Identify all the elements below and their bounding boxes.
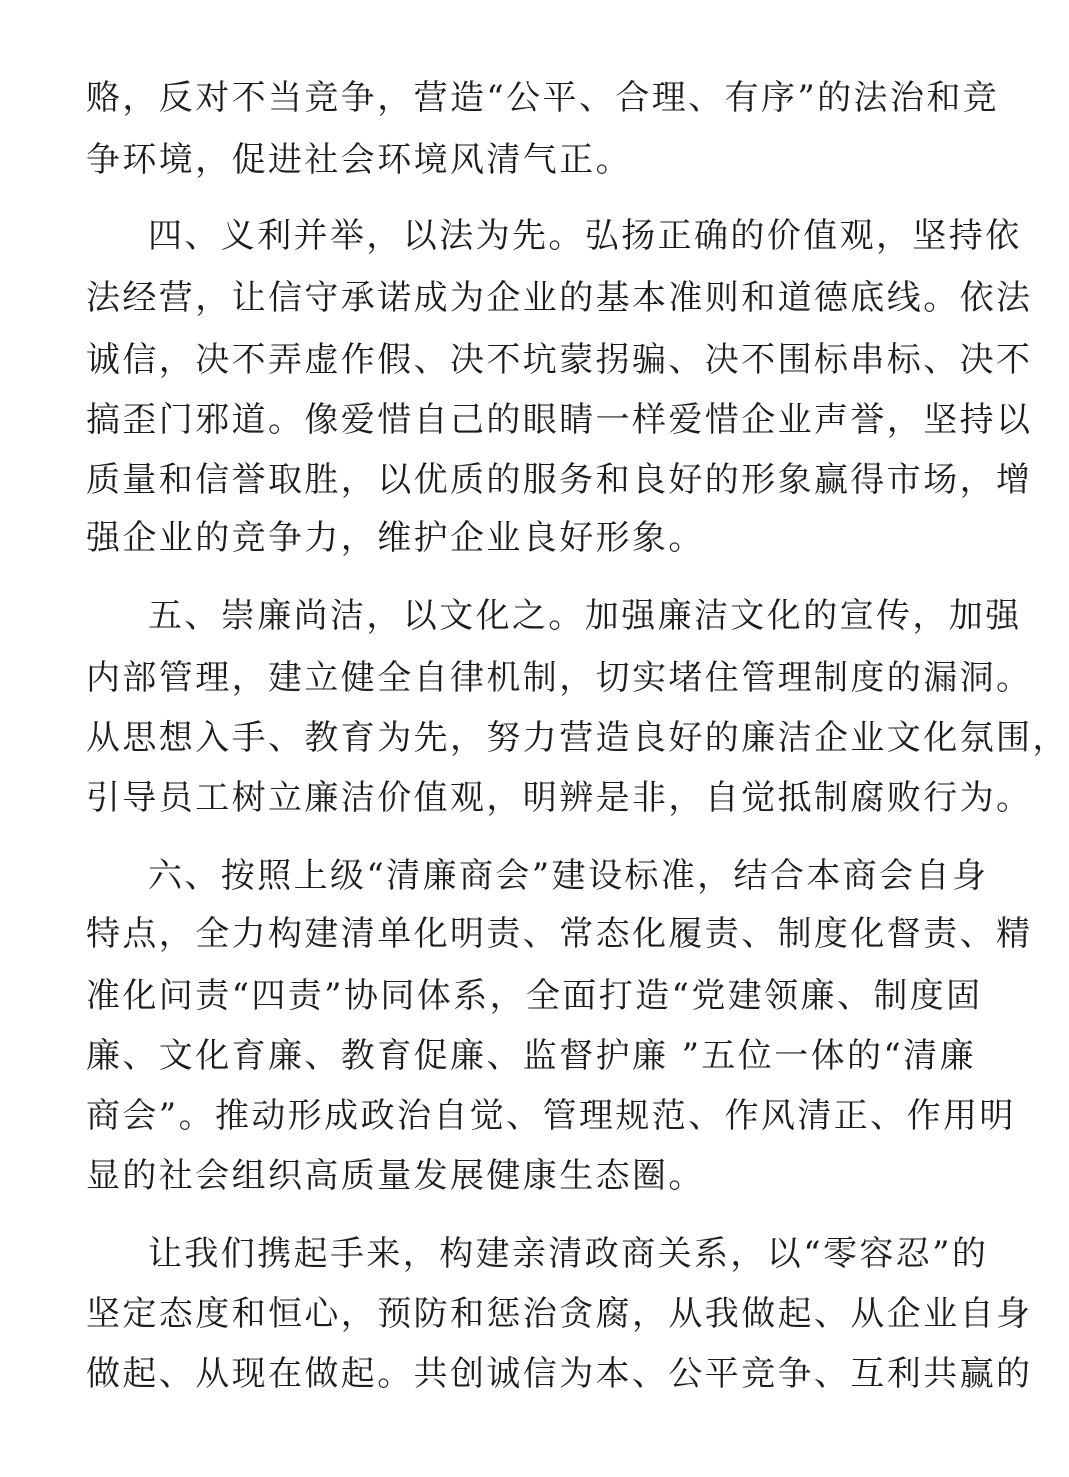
text-line: 从思想入手、教育为先，努力营造良好的廉洁企业文化氛围， [86,718,1069,758]
text-line: 争环境，促进社会环境风清气正。 [86,140,632,180]
text-line: 特点，全力构建清单化明责、常态化履责、制度化督责、精 [86,914,1033,954]
text-line: 强企业的竞争力，维护企业良好形象。 [86,518,705,558]
text-line: 内部管理，建立健全自律机制，切实堵住管理制度的漏洞。 [86,658,1033,698]
text-line: 引导员工树立廉洁价值观，明辨是非，自觉抵制腐败行为。 [86,778,1033,818]
text-line: 搞歪门邪道。像爱惜自己的眼睛一样爱惜企业声誉，坚持以 [86,400,1033,440]
text-line: 准化问责“四责”协同体系，全面打造“党建领廉、制度固 [86,976,983,1016]
text-line: 坚定态度和恒心，预防和惩治贪腐，从我做起、从企业自身 [86,1294,1033,1334]
text-line: 做起、从现在做起。共创诚信为本、公平竞争、互利共赢的 [86,1354,1033,1394]
text-line: 法经营，让信守承诺成为企业的基本准则和道德底线。依法 [86,278,1033,318]
paragraph-heading-line: 五、崇廉尚洁，以文化之。加强廉洁文化的宣传，加强 [148,596,1022,636]
text-line: 廉、文化育廉、教育促廉、监督护廉 ”五位一体的“清廉 [86,1036,976,1076]
text-line: 质量和信誉取胜，以优质的服务和良好的形象赢得市场，增 [86,460,1033,500]
paragraph-heading-line: 六、按照上级“清廉商会”建设标准，结合本商会自身 [148,856,989,896]
text-line: 显的社会组织高质量发展健康生态圈。 [86,1156,705,1196]
text-line: 诚信，决不弄虚作假、决不坑蒙拐骗、决不围标串标、决不 [86,340,1033,380]
paragraph-heading-line: 四、义利并举，以法为先。弘扬正确的价值观，坚持依 [148,216,1022,256]
paragraph-heading-line: 让我们携起手来，构建亲清政商关系，以“零容忍”的 [148,1234,989,1274]
text-line: 赂，反对不当竞争，营造“公平、合理、有序”的法治和竞 [86,78,1000,118]
text-line: 商会”。推动形成政治自觉、管理规范、作风清正、作用明 [86,1096,1016,1136]
